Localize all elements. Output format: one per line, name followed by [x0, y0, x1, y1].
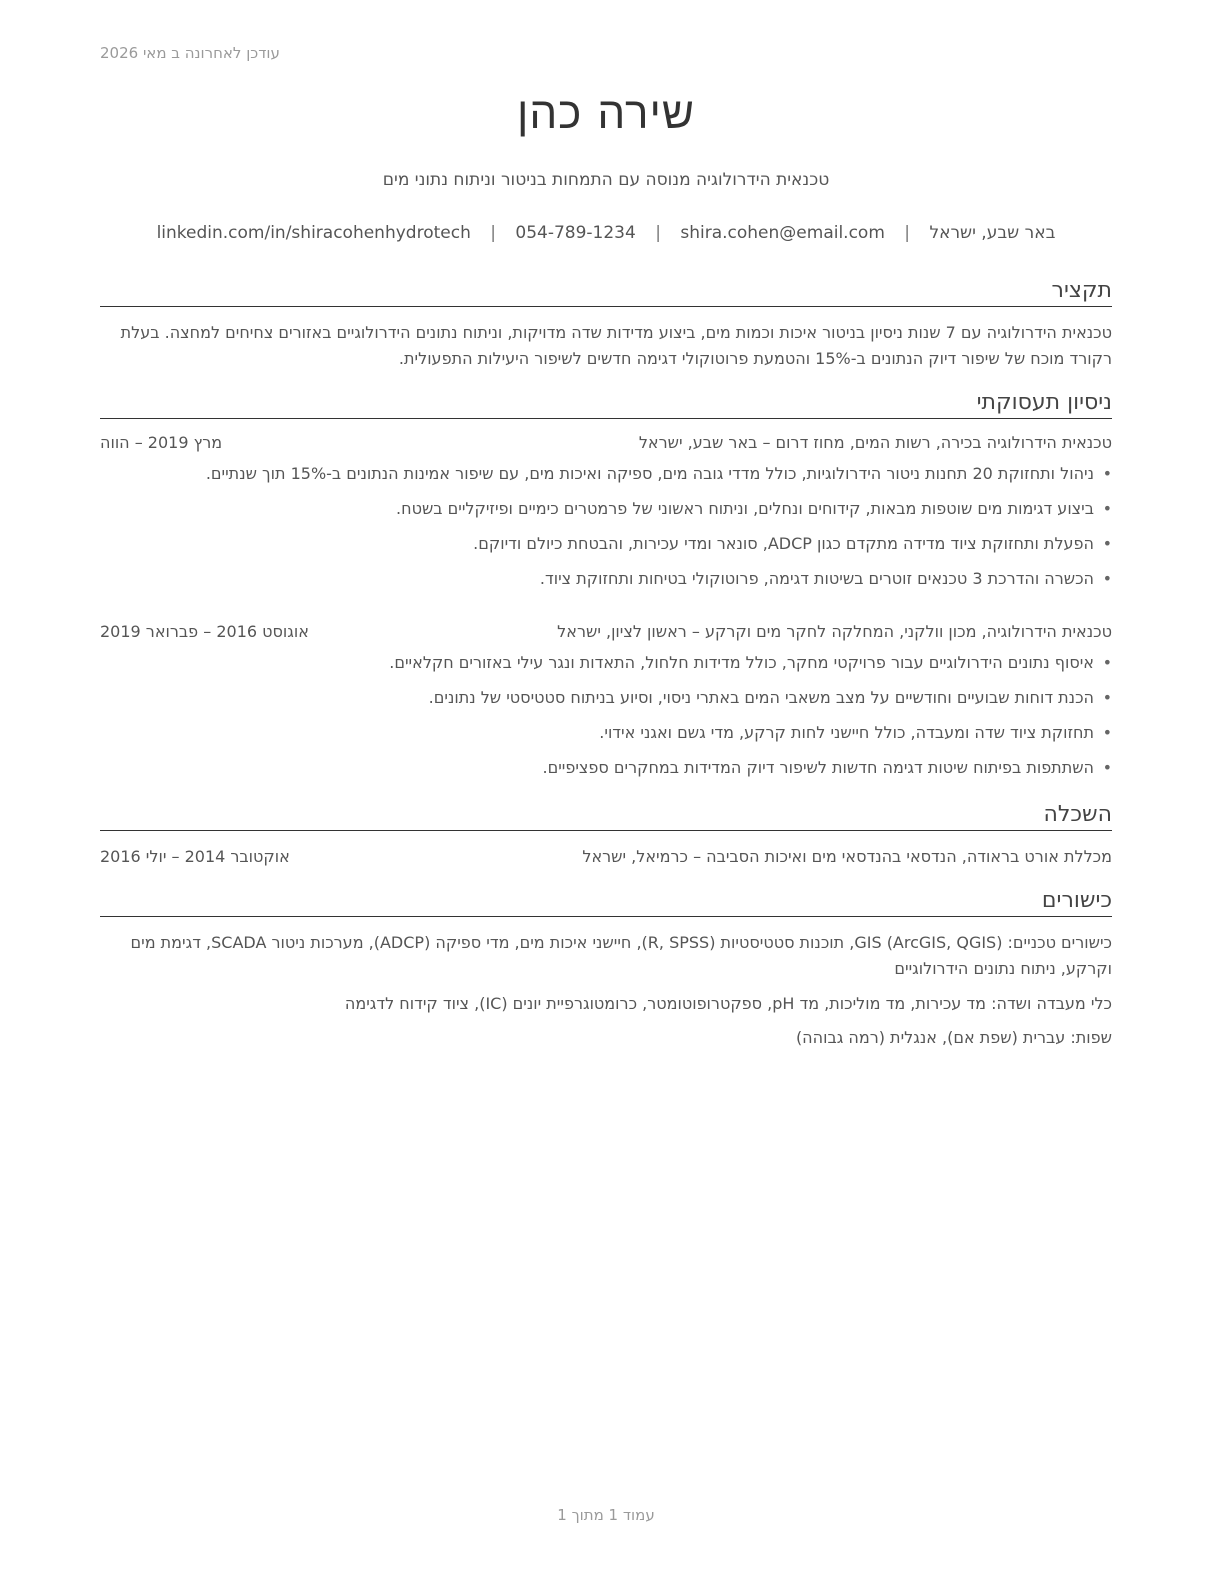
list-item: • השתתפות בפיתוח שיטות דגימה חדשות לשיפור דיוק המדידות במחקרים ספציפיים.: [100, 756, 1112, 780]
job-header: [100, 431, 1112, 455]
list-item: • הכשרה והדרכת 3 טכנאים זוטרים בשיטות דגימה, פרוטוקולי בטיחות ותחזוקת ציוד.: [100, 567, 1112, 591]
job-bullets: [100, 462, 1112, 602]
section-title-experience: ניסיון תעסוקתי: [100, 388, 1112, 419]
skills-technical: כישורים טכניים: GIS (ArcGIS, QGIS), תוכנות סטטיסטיות (R, SPSS), חיישני איכות מים, מדי ספיקה (ADCP), מערכות ניטור SCADA, דגימת מים וקרקע, ניתוח נתונים הידרולוגיים: [130, 933, 1112, 978]
tagline: טכנאית הידרולוגיה מנוסה עם התמחות בניטור וניתוח נתוני מים: [382, 170, 830, 190]
contact-line: [100, 223, 1112, 243]
education-header: [100, 845, 1112, 869]
job-bullets: [100, 651, 1112, 791]
skills-languages: שפות: עברית (שפת אם), אנגלית (רמה גבוהה): [795, 1028, 1112, 1047]
job-dates: אוגוסט 2016 – פברואר 2019: [100, 622, 309, 641]
candidate-name: שירה כהן: [516, 88, 696, 139]
education-dates: אוקטובר 2014 – יולי 2016: [100, 847, 290, 866]
list-item: • תחזוקת ציוד שדה ומעבדה, כולל חיישני לחות קרקע, מדי גשם ואגני אידוי.: [100, 721, 1112, 745]
last-updated: עודכן לאחרונה ב מאי 2026: [100, 44, 280, 62]
list-item: • הכנת דוחות שבועיים וחודשיים על מצב משאבי המים באתרי ניסוי, וסיוע בניתוח סטטיסטי של נתונים.: [100, 686, 1112, 710]
education-title: מכללת אורט בראודה, הנדסאי בהנדסאי מים ואיכות הסביבה – כרמיאל, ישראל: [582, 847, 1112, 866]
list-item: • איסוף נתונים הידרולוגיים עבור פרויקטי מחקר, כולל מדידות חלחול, התאדות ונגר עילי באזורים חקלאיים.: [100, 651, 1112, 675]
list-item: • הפעלת ותחזוקת ציוד מדידה מתקדם כגון ADCP, סונאר ומדי עכירות, והבטחת כיולם ודיוקם.: [100, 532, 1112, 556]
contact-separator: |: [655, 223, 661, 243]
resume-page: [100, 0, 1112, 1584]
job-title: טכנאית הידרולוגיה בכירה, רשות המים, מחוז דרום – באר שבע, ישראל: [638, 433, 1112, 452]
contact-separator: |: [904, 223, 911, 243]
section-title-education: השכלה: [100, 800, 1112, 831]
contact-linkedin[interactable]: linkedin.com/in/shiracohenhydrotech: [156, 223, 471, 243]
job-title: טכנאית הידרולוגיה, מכון וולקני, המחלקה לחקר מים וקרקע – ראשון לציון, ישראל: [557, 622, 1112, 641]
skills-lab-tools: כלי מעבדה ושדה: מד עכירות, מד מוליכות, מד pH, ספקטרופוטומטר, כרומטוגרפיית יונים (IC), ציוד קידוח לדגימה: [344, 994, 1112, 1013]
contact-separator: |: [490, 223, 496, 243]
list-item: • ביצוע דגימות מים שוטפות מבאות, קידוחים ונחלים, וניתוח ראשוני של פרמטרים כימיים ופיזיקליים בשטח.: [100, 497, 1112, 521]
contact-location: באר שבע, ישראל: [929, 223, 1056, 243]
job-header: [100, 620, 1112, 644]
summary-text: טכנאית הידרולוגיה עם 7 שנות ניסיון בניטור איכות וכמות מים, ביצוע מדידות שדה מדויקות, וניתוח נתונים הידרולוגיים באזורים צחיחים למחצה. בעלת רקורד מוכח של שיפור דיוק הנתונים ב-15% והטמעת פרוטוקולי דגימה חדשים לשיפור היעילות התפעולית.: [120, 323, 1112, 368]
section-title-summary: תקציר: [100, 276, 1112, 307]
section-title-skills: כישורים: [100, 886, 1112, 917]
contact-phone[interactable]: 054-789-1234: [515, 223, 636, 243]
contact-email[interactable]: shira.cohen@email.com: [680, 223, 885, 243]
page-number: עמוד 1 מתוך 1: [557, 1506, 655, 1524]
list-item: • ניהול ותחזוקת 20 תחנות ניטור הידרולוגיות, כולל מדדי גובה מים, ספיקה ואיכות מים, עם שיפור אמינות הנתונים ב-15% תוך שנתיים.: [100, 462, 1112, 486]
job-dates: מרץ 2019 – הווה: [100, 433, 223, 452]
